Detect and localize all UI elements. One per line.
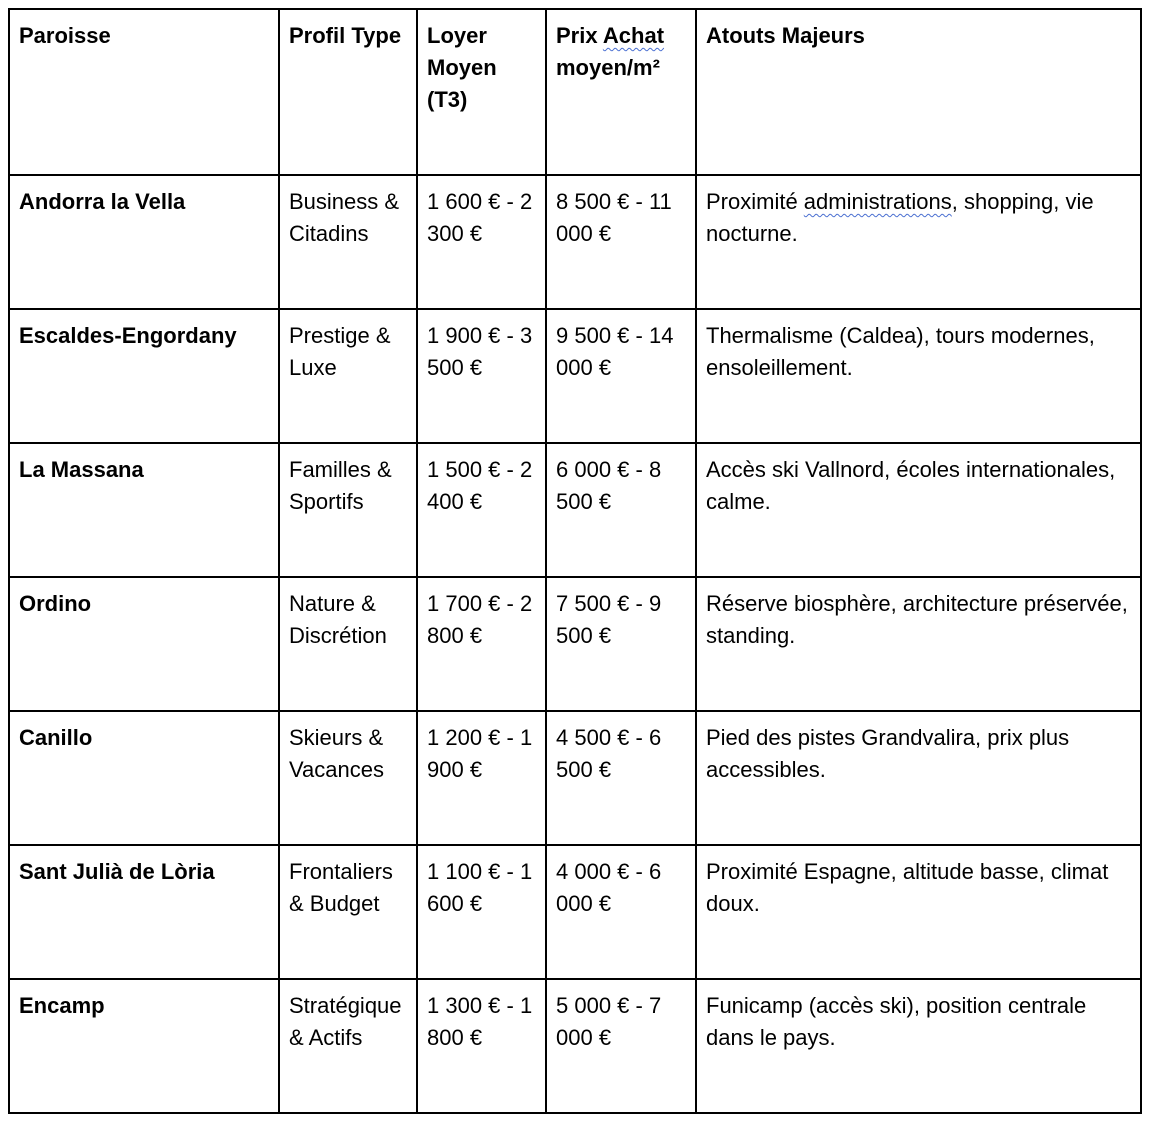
cell-atouts: Pied des pistes Grandvalira, prix plus accessibles. (696, 711, 1141, 845)
table-row (9, 175, 1141, 309)
cell-profil: Frontaliers & Budget (279, 845, 417, 979)
header-loyer-moyen: Loyer Moyen (T3) (417, 9, 546, 175)
cell-prix: 7 500 € - 9 500 € (546, 577, 696, 711)
header-prix-prefix: Prix (556, 23, 603, 48)
cell-profil: Prestige & Luxe (279, 309, 417, 443)
cell-loyer: 1 900 € - 3 500 € (417, 309, 546, 443)
cell-atouts: Thermalisme (Caldea), tours modernes, ensoleillement. (696, 309, 1141, 443)
cell-prix: 4 500 € - 6 500 € (546, 711, 696, 845)
cell-loyer: 1 300 € - 1 800 € (417, 979, 546, 1113)
paroisses-table (8, 8, 1142, 1114)
table-row (9, 577, 1141, 711)
cell-atouts: Accès ski Vallnord, écoles internationales, calme. (696, 443, 1141, 577)
cell-prix: 6 000 € - 8 500 € (546, 443, 696, 577)
cell-profil: Skieurs & Vacances (279, 711, 417, 845)
header-prix-achat (546, 9, 696, 175)
cell-prix: 9 500 € - 14 000 € (546, 309, 696, 443)
cell-paroisse: Escaldes-Engordany (9, 309, 279, 443)
document-page (8, 8, 1142, 1114)
cell-loyer: 1 500 € - 2 400 € (417, 443, 546, 577)
cell-paroisse: Andorra la Vella (9, 175, 279, 309)
cell-paroisse: Ordino (9, 577, 279, 711)
cell-loyer: 1 200 € - 1 900 € (417, 711, 546, 845)
header-profil-type: Profil Type (279, 9, 417, 175)
cell-atouts: Funicamp (accès ski), position centrale dans le pays. (696, 979, 1141, 1113)
table-row (9, 309, 1141, 443)
cell-atouts (696, 175, 1141, 309)
cell-prix: 5 000 € - 7 000 € (546, 979, 696, 1113)
atouts-suffix: , shopping, vie nocturne. (706, 189, 1094, 246)
cell-atouts: Réserve biosphère, architecture préservée, standing. (696, 577, 1141, 711)
cell-loyer: 1 700 € - 2 800 € (417, 577, 546, 711)
table-row (9, 443, 1141, 577)
header-paroisse: Paroisse (9, 9, 279, 175)
cell-loyer: 1 100 € - 1 600 € (417, 845, 546, 979)
cell-profil: Familles & Sportifs (279, 443, 417, 577)
spellcheck-underlined-administrations[interactable]: administrations (803, 189, 952, 214)
cell-loyer: 1 600 € - 2 300 € (417, 175, 546, 309)
table-row (9, 979, 1141, 1113)
atouts-prefix: Proximité (706, 189, 804, 214)
cell-paroisse: Encamp (9, 979, 279, 1113)
cell-atouts: Proximité Espagne, altitude basse, climat doux. (696, 845, 1141, 979)
cell-profil: Nature & Discrétion (279, 577, 417, 711)
cell-prix: 4 000 € - 6 000 € (546, 845, 696, 979)
cell-profil: Business & Citadins (279, 175, 417, 309)
cell-profil: Stratégique & Actifs (279, 979, 417, 1113)
table-row (9, 711, 1141, 845)
table-header-row (9, 9, 1141, 175)
cell-paroisse: Sant Julià de Lòria (9, 845, 279, 979)
header-atouts-majeurs: Atouts Majeurs (696, 9, 1141, 175)
header-prix-suffix: moyen/m² (556, 55, 660, 80)
cell-paroisse: La Massana (9, 443, 279, 577)
spellcheck-underlined-achat[interactable]: Achat (602, 23, 665, 48)
cell-paroisse: Canillo (9, 711, 279, 845)
table-row (9, 845, 1141, 979)
cell-prix: 8 500 € - 11 000 € (546, 175, 696, 309)
